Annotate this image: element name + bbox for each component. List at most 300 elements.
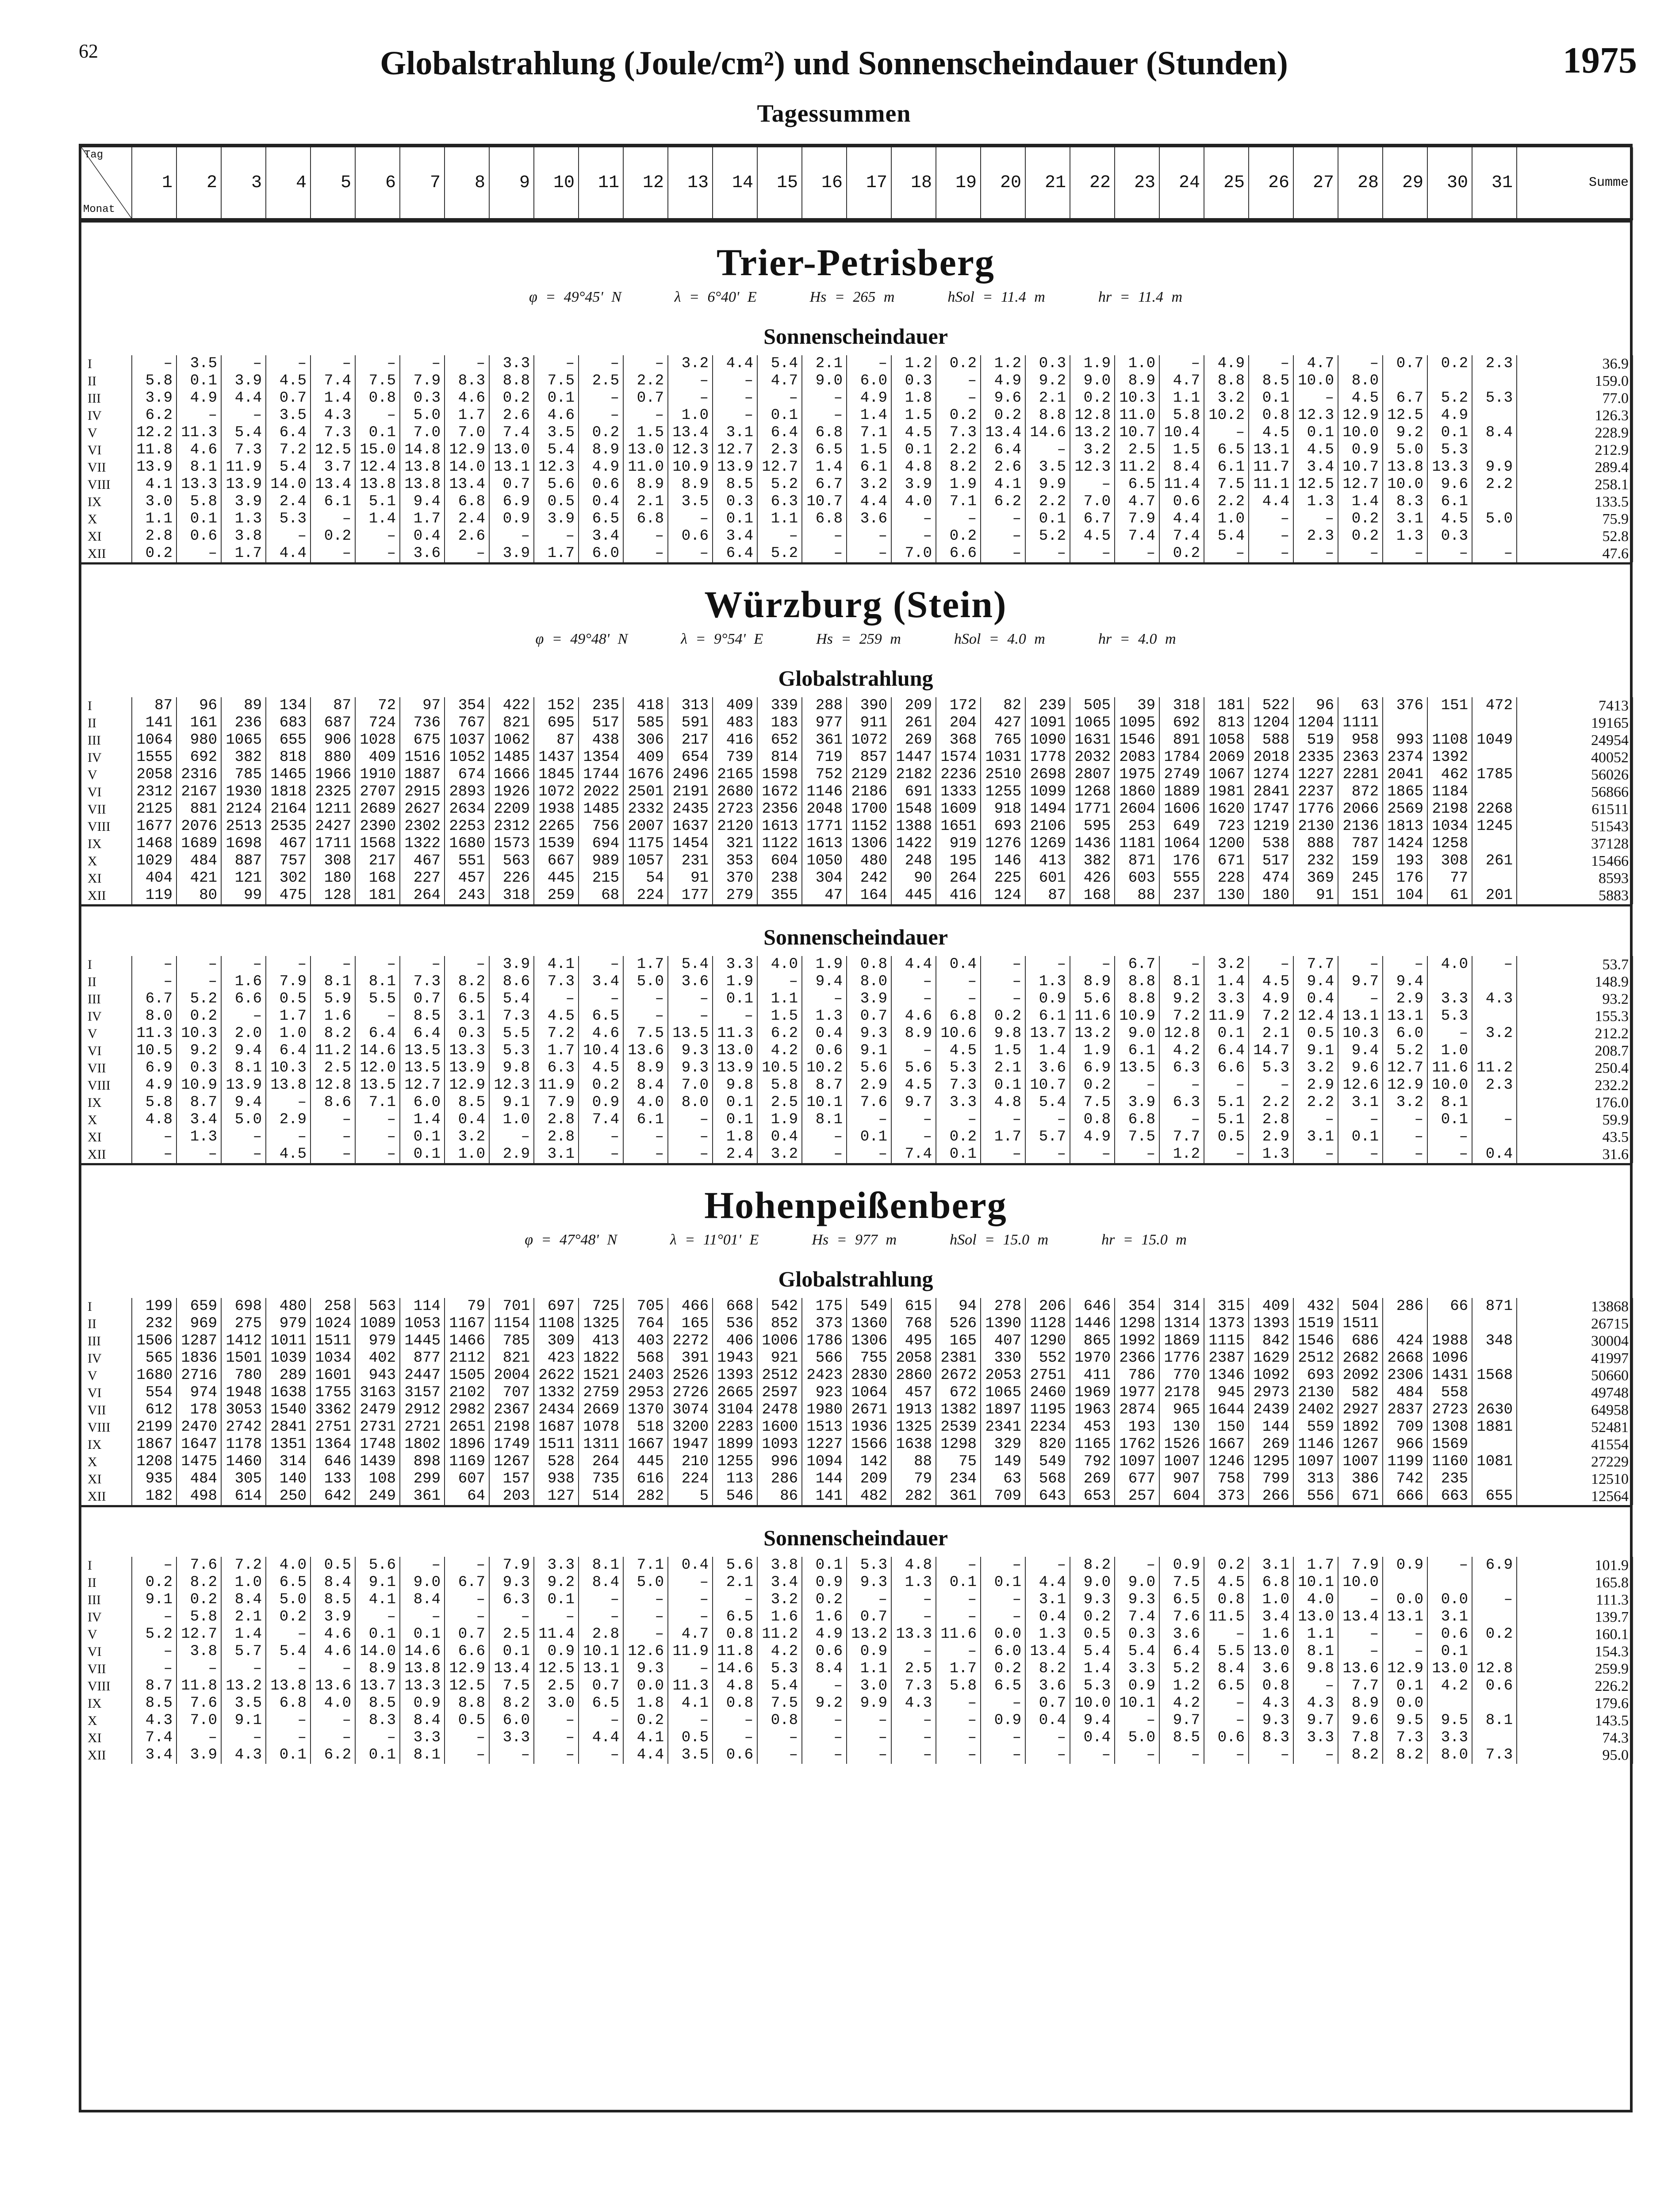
station-coordinate: φ = 47°48' N	[525, 1232, 617, 1248]
day-value-cell: –	[579, 991, 623, 1008]
day-value-cell: –	[311, 1129, 355, 1146]
day-value-cell: 1647	[176, 1436, 221, 1453]
month-label: XI	[81, 1471, 132, 1488]
month-row	[81, 1729, 1633, 1747]
day-value-cell: 2306	[1383, 1367, 1427, 1384]
day-value-cell: 1184	[1427, 783, 1472, 801]
day-value-cell: 165	[668, 1315, 713, 1333]
day-value-cell: 7.5	[1115, 1129, 1159, 1146]
day-value-cell: 923	[802, 1384, 847, 1402]
day-value-cell: 12.7	[1383, 1060, 1427, 1077]
day-value-cell: 228	[1204, 870, 1249, 887]
day-value-cell: –	[1204, 1747, 1249, 1764]
day-value-cell: 382	[1070, 853, 1115, 870]
day-value-cell: 424	[1383, 1333, 1427, 1350]
month-label: III	[81, 732, 132, 749]
day-value-cell: 0.1	[176, 511, 221, 528]
day-value-cell: 1128	[1025, 1315, 1070, 1333]
day-value-cell	[1427, 1315, 1472, 1333]
day-value-cell	[1472, 1008, 1517, 1025]
day-value-cell: 0.1	[936, 1574, 981, 1591]
day-value-cell: 1676	[623, 766, 668, 783]
day-value-cell: 1424	[1383, 835, 1427, 853]
day-value-cell: 1970	[1070, 1350, 1115, 1367]
day-value-cell: 8.9	[623, 1060, 668, 1077]
day-value-cell: 175	[802, 1298, 847, 1315]
month-label: II	[81, 973, 132, 991]
day-value-cell: 668	[713, 1298, 757, 1315]
day-value-cell: 3104	[713, 1402, 757, 1419]
day-value-cell: 1748	[355, 1436, 400, 1453]
day-value-cell: 329	[981, 1436, 1025, 1453]
day-value-cell: 7.2	[1159, 1008, 1204, 1025]
day-value-cell: 0.6	[668, 528, 713, 545]
day-value-cell: 413	[579, 1333, 623, 1350]
day-value-cell: 5.2	[1383, 1042, 1427, 1060]
day-value-cell: 299	[400, 1471, 445, 1488]
month-row	[81, 766, 1633, 783]
day-value-cell: 13.5	[400, 1060, 445, 1077]
month-label: VI	[81, 442, 132, 459]
block-title: Sonnenscheindauer	[81, 904, 1630, 956]
day-value-cell: 758	[1204, 1471, 1249, 1488]
day-value-cell: 0.7	[1025, 1695, 1070, 1712]
day-value-cell: 642	[311, 1488, 355, 1505]
month-label: IV	[81, 749, 132, 766]
day-value-cell: 4.3	[1293, 1695, 1338, 1712]
day-value-cell: 12.8	[1070, 407, 1115, 424]
day-value-cell: 4.7	[668, 1626, 713, 1643]
day-value-cell: 6.8	[936, 1008, 981, 1025]
day-value-cell: 1802	[400, 1436, 445, 1453]
day-value-cell: 5.0	[1115, 1729, 1159, 1747]
day-value-cell: –	[445, 545, 489, 562]
day-value-cell: 8.9	[355, 1660, 400, 1678]
day-value-cell: 8.8	[489, 373, 534, 390]
day-value-cell: 528	[534, 1453, 579, 1471]
day-value-cell: 7.2	[1249, 1008, 1293, 1025]
day-value-cell: 13.2	[221, 1678, 266, 1695]
month-sum-cell: 26715	[1517, 1315, 1633, 1333]
day-value-cell: 1.3	[221, 511, 266, 528]
day-value-cell: 4.2	[757, 1643, 802, 1660]
day-value-cell: –	[1070, 1146, 1115, 1163]
day-value-cell: 694	[579, 835, 623, 853]
day-value-cell: 4.0	[311, 1695, 355, 1712]
day-value-cell: 1322	[400, 835, 445, 853]
day-value-cell: 8.4	[1204, 1660, 1249, 1678]
day-value-cell: 318	[1159, 697, 1204, 714]
day-value-cell: 1097	[1115, 1453, 1159, 1471]
day-value-cell: 8.2	[445, 973, 489, 991]
day-value-cell: 75	[936, 1453, 981, 1471]
day-value-cell: 63	[1338, 697, 1383, 714]
day-value-cell: 8.6	[489, 973, 534, 991]
daily-values-table	[81, 1557, 1633, 1764]
day-value-cell: 3.9	[534, 511, 579, 528]
day-value-cell: –	[1293, 1146, 1338, 1163]
day-value-cell: 2716	[176, 1367, 221, 1384]
day-value-cell: 2435	[668, 801, 713, 818]
day-value-cell: –	[1070, 545, 1115, 562]
day-value-cell: 0.8	[757, 1712, 802, 1729]
day-value-cell: 9.7	[891, 1094, 936, 1111]
day-value-cell: 5.2	[757, 476, 802, 493]
day-value-cell: 5.8	[757, 1077, 802, 1094]
day-value-cell: 1392	[1427, 749, 1472, 766]
month-label: XI	[81, 1729, 132, 1747]
day-value-cell: 5.4	[221, 424, 266, 442]
day-value-cell: 2742	[221, 1419, 266, 1436]
day-value-cell: 11.6	[936, 1626, 981, 1643]
day-value-cell: 128	[311, 887, 355, 904]
day-value-cell: 0.4	[1293, 991, 1338, 1008]
day-value-cell: 13.8	[400, 476, 445, 493]
day-value-cell: 181	[355, 887, 400, 904]
day-value-cell: –	[311, 1712, 355, 1729]
day-value-cell: –	[891, 991, 936, 1008]
day-value-cell: 5.0	[1383, 442, 1427, 459]
day-value-cell: 2402	[1293, 1402, 1338, 1419]
day-value-cell: 9.8	[1293, 1660, 1338, 1678]
day-value-cell: –	[713, 390, 757, 407]
day-value-cell: –	[579, 1609, 623, 1626]
day-value-cell: 4.1	[132, 476, 176, 493]
day-value-cell: –	[1338, 1111, 1383, 1129]
month-sum-cell: 15466	[1517, 853, 1633, 870]
month-label: VIII	[81, 476, 132, 493]
day-value-cell: 2.5	[891, 1660, 936, 1678]
day-value-cell: 3.1	[1249, 1557, 1293, 1574]
day-value-cell: 504	[1338, 1298, 1383, 1315]
day-value-cell: –	[311, 545, 355, 562]
day-value-cell: –	[355, 1008, 400, 1025]
day-value-cell: 966	[1383, 1436, 1427, 1453]
day-value-cell: 227	[400, 870, 445, 887]
day-value-cell: 1178	[221, 1436, 266, 1453]
day-value-cell: 2513	[221, 818, 266, 835]
day-value-cell: 0.6	[1472, 1678, 1517, 1695]
day-value-cell: 2668	[1383, 1350, 1427, 1367]
day-column-header: 29	[1383, 147, 1427, 219]
day-value-cell: –	[489, 1747, 534, 1764]
day-value-cell: 538	[1249, 835, 1293, 853]
page-subtitle: Tagessummen	[757, 100, 911, 127]
day-value-cell: 2.4	[445, 511, 489, 528]
day-value-cell: 1700	[847, 801, 891, 818]
day-value-cell: 305	[221, 1471, 266, 1488]
station-section	[81, 1163, 1630, 1764]
station-name: Hohenpeißenberg	[704, 1184, 1007, 1226]
day-value-cell: 3.1	[1427, 1609, 1472, 1626]
day-value-cell: 264	[936, 870, 981, 887]
day-value-cell: 8.2	[1025, 1660, 1070, 1678]
day-value-cell: 5.0	[623, 1574, 668, 1591]
day-value-cell: 6.6	[221, 991, 266, 1008]
day-value-cell: –	[936, 991, 981, 1008]
day-value-cell: 1.2	[891, 355, 936, 373]
day-value-cell: 0.4	[757, 1129, 802, 1146]
day-value-cell: 0.5	[668, 1729, 713, 1747]
day-value-cell: 8.9	[579, 442, 623, 459]
day-value-cell: 6.9	[132, 1060, 176, 1077]
day-value-cell: 11.3	[132, 1025, 176, 1042]
day-value-cell: –	[132, 1557, 176, 1574]
day-value-cell: 4.9	[802, 1626, 847, 1643]
day-value-cell: 427	[981, 714, 1025, 732]
day-value-cell: 1290	[1025, 1333, 1070, 1350]
day-value-cell: 568	[1025, 1471, 1070, 1488]
day-value-cell: 4.5	[1249, 424, 1293, 442]
day-value-cell: 217	[668, 732, 713, 749]
day-value-cell: –	[445, 1591, 489, 1609]
day-value-cell: 4.3	[1472, 991, 1517, 1008]
day-value-cell: 13.1	[1383, 1609, 1427, 1626]
month-label: VII	[81, 459, 132, 476]
day-value-cell: 7.0	[891, 545, 936, 562]
station-coordinate: φ = 49°45' N	[529, 289, 621, 305]
day-value-cell: 3.6	[847, 511, 891, 528]
day-value-cell: –	[1204, 1146, 1249, 1163]
day-value-cell: 4.3	[891, 1695, 936, 1712]
day-value-cell: 0.7	[489, 476, 534, 493]
day-value-cell: 0.1	[355, 1626, 400, 1643]
day-value-cell: –	[266, 1094, 311, 1111]
day-value-cell: 1.3	[176, 1129, 221, 1146]
day-value-cell: 0.3	[1025, 355, 1070, 373]
day-value-cell: 235	[1427, 1471, 1472, 1488]
day-value-cell: –	[221, 1660, 266, 1678]
day-value-cell: 1869	[1159, 1333, 1204, 1350]
day-value-cell: 0.1	[713, 511, 757, 528]
day-value-cell: 10.0	[1293, 373, 1338, 390]
day-value-cell: 1938	[534, 801, 579, 818]
day-column-header: 21	[1025, 147, 1070, 219]
day-value-cell: –	[623, 991, 668, 1008]
month-row	[81, 459, 1633, 476]
day-value-cell: 4.5	[534, 1008, 579, 1025]
day-value-cell: 249	[355, 1488, 400, 1505]
day-value-cell: 0.1	[1383, 1678, 1427, 1695]
day-value-cell: 1160	[1427, 1453, 1472, 1471]
day-value-cell: 13.4	[311, 476, 355, 493]
day-value-cell: 8.5	[355, 1695, 400, 1712]
day-value-cell: 6.4	[757, 424, 802, 442]
day-value-cell: –	[311, 1660, 355, 1678]
day-value-cell: 6.1	[311, 493, 355, 511]
day-value-cell: 7.9	[1115, 511, 1159, 528]
day-value-cell: 10.4	[1159, 424, 1204, 442]
day-value-cell: 144	[802, 1471, 847, 1488]
day-value-cell: 2182	[891, 766, 936, 783]
month-row	[81, 545, 1633, 562]
month-label: VII	[81, 1060, 132, 1077]
day-value-cell: 2982	[445, 1402, 489, 1419]
day-value-cell: 2.9	[489, 1146, 534, 1163]
day-column-header: 27	[1293, 147, 1338, 219]
day-value-cell: 1698	[221, 835, 266, 853]
day-value-cell: 3.5	[221, 1695, 266, 1712]
day-value-cell: 495	[891, 1333, 936, 1350]
day-value-cell: –	[1383, 1626, 1427, 1643]
day-value-cell: 8.1	[400, 1747, 445, 1764]
month-label: IV	[81, 1609, 132, 1626]
day-value-cell: 9.4	[802, 973, 847, 991]
data-table-frame	[79, 144, 1633, 2112]
day-value-cell: 2120	[713, 818, 757, 835]
day-value-cell: 3.9	[311, 1609, 355, 1626]
day-value-cell: 989	[579, 853, 623, 870]
day-value-cell: 1860	[1115, 783, 1159, 801]
day-value-cell: 643	[1025, 1488, 1070, 1505]
day-value-cell: 12.5	[1383, 407, 1427, 424]
day-value-cell: 5.3	[757, 1660, 802, 1678]
day-value-cell: 1666	[489, 766, 534, 783]
day-value-cell: –	[1115, 545, 1159, 562]
day-value-cell: 13.3	[400, 1678, 445, 1695]
day-value-cell: 2268	[1472, 801, 1517, 818]
day-value-cell: 1.1	[847, 1660, 891, 1678]
day-value-cell: 2272	[668, 1333, 713, 1350]
day-value-cell: –	[355, 1609, 400, 1626]
day-value-cell: 13.4	[1338, 1609, 1383, 1626]
day-value-cell: 4.3	[311, 407, 355, 424]
day-value-cell: –	[1204, 1626, 1249, 1643]
day-column-header: 14	[713, 147, 757, 219]
day-value-cell: 1446	[1070, 1315, 1115, 1333]
daily-values-table	[81, 697, 1633, 904]
day-value-cell: 3.1	[445, 1008, 489, 1025]
day-value-cell: 232	[1293, 853, 1338, 870]
day-value-cell: 9.5	[1383, 1712, 1427, 1729]
day-value-cell: 1988	[1427, 1333, 1472, 1350]
day-value-cell: 0.2	[176, 1591, 221, 1609]
day-value-cell: 1.1	[1293, 1626, 1338, 1643]
day-value-cell: 2721	[400, 1419, 445, 1436]
day-value-cell: 5.4	[1025, 1094, 1070, 1111]
day-value-cell: 9.0	[400, 1574, 445, 1591]
day-value-cell: 1122	[757, 835, 802, 853]
day-value-cell: 2.1	[981, 1060, 1025, 1077]
day-value-cell	[1472, 1574, 1517, 1591]
day-value-cell: –	[802, 1678, 847, 1695]
day-value-cell: 2018	[1249, 749, 1293, 766]
day-value-cell: 409	[623, 749, 668, 766]
day-value-cell: 0.2	[936, 355, 981, 373]
day-value-cell: –	[311, 511, 355, 528]
day-value-cell: 2.3	[1472, 355, 1517, 373]
day-value-cell: 243	[445, 887, 489, 904]
day-value-cell: –	[1025, 545, 1070, 562]
month-sum-cell: 61511	[1517, 801, 1633, 818]
day-value-cell: –	[802, 1129, 847, 1146]
day-value-cell: 8.5	[713, 476, 757, 493]
day-value-cell: 612	[132, 1402, 176, 1419]
day-value-cell: –	[847, 545, 891, 562]
day-value-cell: 11.2	[1472, 1060, 1517, 1077]
day-value-cell: 1298	[936, 1436, 981, 1453]
day-value-cell: 144	[1249, 1419, 1293, 1436]
day-value-cell: 1181	[1115, 835, 1159, 853]
day-value-cell: 7.3	[489, 1008, 534, 1025]
day-value-cell: 1.5	[757, 1008, 802, 1025]
day-value-cell: 150	[1204, 1419, 1249, 1436]
day-value-cell: 264	[400, 887, 445, 904]
day-column-header: 16	[802, 147, 847, 219]
day-value-cell: 14.6	[355, 1042, 400, 1060]
day-value-cell: 2.1	[1249, 1025, 1293, 1042]
day-value-cell: 80	[176, 887, 221, 904]
day-value-cell: –	[936, 1609, 981, 1626]
day-value-cell: 979	[355, 1333, 400, 1350]
day-value-cell: –	[847, 1111, 891, 1129]
day-value-cell: 1445	[400, 1333, 445, 1350]
day-value-cell: –	[1025, 956, 1070, 973]
day-value-cell: 0.6	[1159, 493, 1204, 511]
day-value-cell: 1.1	[1159, 390, 1204, 407]
day-value-cell: 6.4	[1204, 1042, 1249, 1060]
day-value-cell: 2.5	[579, 373, 623, 390]
day-value-cell: 68	[579, 887, 623, 904]
block-title: Globalstrahlung	[778, 1267, 933, 1291]
day-value-cell: 7.9	[1338, 1557, 1383, 1574]
month-row	[81, 887, 1633, 904]
month-row	[81, 1453, 1633, 1471]
page-header	[0, 27, 1668, 137]
day-value-cell: 1930	[221, 783, 266, 801]
day-value-cell: 1677	[132, 818, 176, 835]
day-value-cell: 4.2	[757, 1042, 802, 1060]
day-value-cell: –	[1383, 956, 1427, 973]
month-sum-cell: 289.4	[1517, 459, 1633, 476]
day-value-cell: 5.0	[266, 1591, 311, 1609]
month-sum-cell: 7413	[1517, 697, 1633, 714]
day-value-cell: –	[757, 973, 802, 991]
day-value-cell: 3.9	[891, 476, 936, 493]
day-value-cell: 5.2	[1427, 390, 1472, 407]
day-value-cell: 1755	[311, 1384, 355, 1402]
day-value-cell: 1.7	[623, 956, 668, 973]
day-value-cell: 5.4	[489, 991, 534, 1008]
day-value-cell: 348	[1472, 1333, 1517, 1350]
day-value-cell: 193	[1115, 1419, 1159, 1436]
day-value-cell: 12.7	[1338, 476, 1383, 493]
day-value-cell: 686	[1338, 1333, 1383, 1350]
month-row	[81, 1077, 1633, 1094]
day-value-cell: 149	[981, 1453, 1025, 1471]
day-value-cell: 3.3	[713, 956, 757, 973]
day-value-cell: –	[1427, 1146, 1472, 1163]
day-value-cell: 141	[802, 1488, 847, 1505]
day-value-cell: 2316	[176, 766, 221, 783]
day-value-cell: –	[713, 1712, 757, 1729]
day-value-cell: 178	[176, 1402, 221, 1419]
station-name: Würzburg (Stein)	[704, 583, 1007, 626]
day-value-cell: 8.4	[400, 1591, 445, 1609]
day-value-cell: 11.8	[713, 1643, 757, 1660]
day-value-cell: 7.4	[132, 1729, 176, 1747]
day-value-cell: 355	[757, 887, 802, 904]
day-value-cell: 1295	[1249, 1453, 1293, 1471]
day-value-cell: 697	[534, 1298, 579, 1315]
day-value-cell: 0.2	[311, 528, 355, 545]
block-title: Sonnenscheindauer	[763, 324, 948, 349]
day-value-cell: 0.1	[1249, 390, 1293, 407]
day-value-cell: 8.1	[579, 1557, 623, 1574]
day-value-cell: 667	[534, 853, 579, 870]
day-value-cell: 911	[847, 714, 891, 732]
day-value-cell: 302	[266, 870, 311, 887]
